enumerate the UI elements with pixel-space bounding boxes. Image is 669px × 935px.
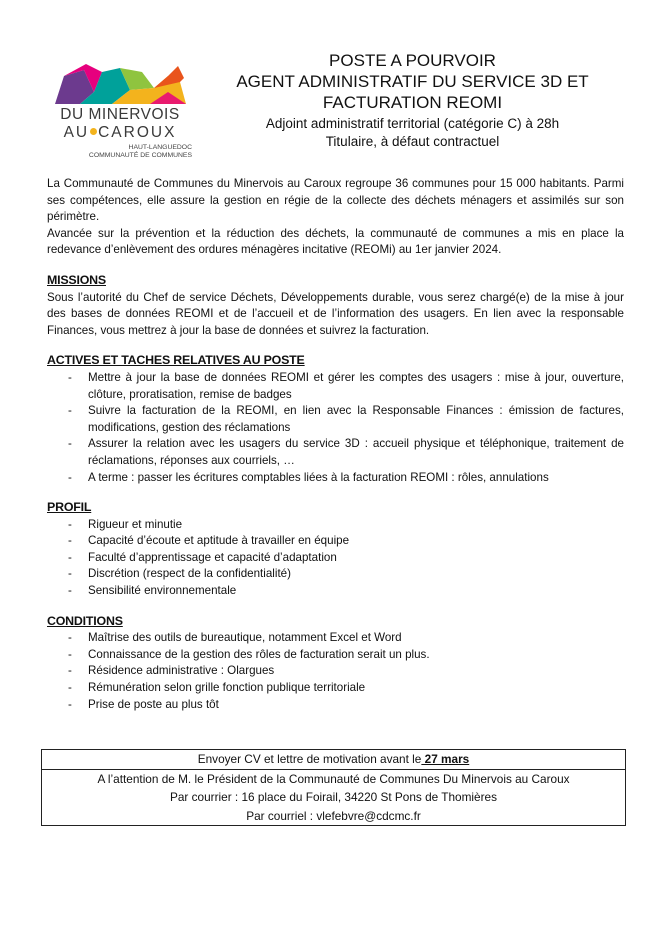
contact-deadline [42,750,625,769]
list-item: - Rigueur et minutie [47,517,624,534]
profil-list [47,517,624,600]
list-item: - Rémunération selon grille fonction publique territoriale [47,680,624,697]
list-item: - A terme : passer les écritures comptables liées à la facturation REOMI : rôles, annulations [47,470,624,487]
section-title-missions: MISSIONS [47,272,106,287]
list-item: - Maîtrise des outils de bureautique, notamment Excel et Word [47,630,624,647]
logo-text-au: AU [63,124,90,141]
title-line1: POSTE A POURVOIR [329,51,496,70]
logo-text-line2 [50,124,190,142]
logo-sub1: HAUT-LANGUEDOC [128,144,192,151]
list-item: - Mettre à jour la base de données REOMI et gérer les comptes des usagers : mise à jour, ouverture, clôture, proratisation, remise de badges [47,370,624,403]
title-line3: FACTURATION REOMI [322,93,503,112]
list-item: - Résidence administrative : Olargues [47,663,624,680]
contact-box [41,749,626,826]
list-item: - Capacité d’écoute et aptitude à travailler en équipe [47,533,624,550]
logo-text-line1: DU MINERVOIS [60,106,180,123]
title-line2: AGENT ADMINISTRATIF DU SERVICE 3D ET [236,72,589,91]
conditions-list [47,630,624,713]
list-item: - Assurer la relation avec les usagers du service 3D : accueil physique et téléphonique, traitement de réclamations, réponses aux courriels, … [47,436,624,469]
contact-email[interactable]: Par courriel : vlefebvre@cdcmc.fr [246,808,421,823]
subtitle-line2: Titulaire, à défaut contractuel [325,134,500,149]
logo-mountains-graphic [50,62,190,106]
activites-list [47,370,624,486]
list-item: - Faculté d’apprentissage et capacité d’adaptation [47,550,624,567]
contact-postal-address: Par courrier : 16 place du Foirail, 34220 St Pons de Thomières [170,790,497,804]
list-item: - Sensibilité environnementale [47,583,624,600]
logo-dot-icon [90,128,97,135]
section-title-activites: ACTIVES ET TACHES RELATIVES AU POSTE [47,353,305,368]
intro-paragraph-2: Avancée sur la prévention et la réduction des déchets, la communauté de communes a mis en place la redevance d’enlèvement des ordures ménagères incitative (REOMi) au 1er janvier 2024. [47,226,624,257]
logo [50,62,190,167]
deadline-text: Envoyer CV et lettre de motivation avant le [197,752,422,766]
intro-paragraph-1: La Communauté de Communes du Minervois au Caroux regroupe 36 communes pour 15 000 habitants. Parmi ses compétences, elle assure la gestion en régie de la collecte des déchets ménagers et assimilés sur son périmètre. [47,177,624,224]
logo-sub2: COMMUNAUTÉ DE COMMUNES [88,152,192,159]
contact-recipient: A l’attention de M. le Président de la Communauté de Communes Du Minervois au Caroux [97,771,570,786]
logo-text-caroux: CAROUX [98,124,177,141]
list-item: - Discrétion (respect de la confidentialité) [47,566,624,583]
subtitle-line1: Adjoint administratif territorial (catégorie C) à 28h [265,116,560,131]
main-content [47,176,624,713]
list-item: - Prise de poste au plus tôt [47,697,624,714]
section-title-profil: PROFIL [47,500,92,515]
page-header [205,50,620,151]
list-item: - Connaissance de la gestion des rôles de facturation serait un plus. [47,647,624,664]
missions-text: Sous l’autorité du Chef de service Déchets, Développements durable, vous serez chargé(e) de la mise à jour des bases de données REOMI et de l’accueil et de l’information des usagers. En lien avec la responsable Finances, vous mettrez à jour la base de données et suivrez la facturation. [47,290,624,337]
list-item: - Suivre la facturation de la REOMI, en lien avec la Responsable Finances : émission de factures, modifications, gestion des réclamations [47,403,624,436]
deadline-date: 27 mars [421,752,470,766]
section-title-conditions: CONDITIONS [47,613,123,628]
